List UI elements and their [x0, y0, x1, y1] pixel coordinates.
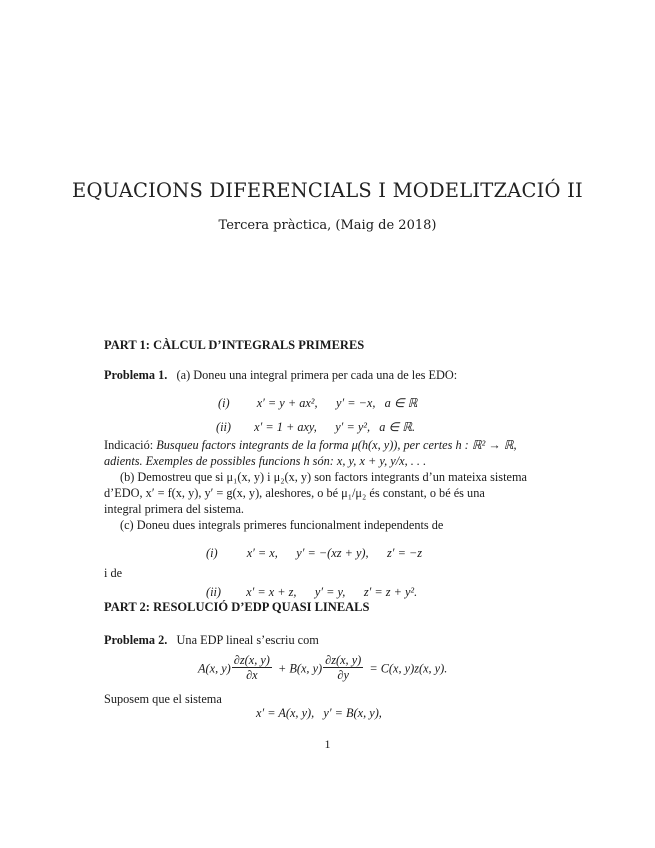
equation-i-label: (i) [218, 396, 230, 410]
c-equation-ii-body: x′ = x + z, y′ = y, z′ = z + y². [246, 585, 418, 599]
pde-rhs: = C(x, y)z(x, y). [369, 661, 448, 676]
c-equation-i-body: x′ = x, y′ = −(xz + y), z′ = −z [246, 546, 423, 560]
system-equation: x′ = A(x, y), y′ = B(x, y), [256, 706, 382, 720]
pde-partial-y-denominator: ∂y [337, 668, 349, 682]
hint-label: Indicació: [104, 438, 154, 452]
equation-i [218, 392, 417, 411]
pde-partial-x-fraction [232, 654, 272, 682]
equation-ii [216, 416, 415, 435]
part2-heading: PART 2: RESOLUCIÓ D’EDP QUASI LINEALS [104, 600, 370, 614]
part-b-line-3: integral primera del sistema. [104, 502, 244, 516]
part-c-line: (c) Doneu dues integrals primeres funcionalment independents de [120, 518, 444, 532]
page-number: 1 [324, 737, 331, 751]
c-equation-ii-label: (ii) [206, 585, 222, 599]
pde-coef-b: + B(x, y) [278, 661, 323, 676]
part-b-line-2: d’EDO, x′ = f(x, y), y′ = g(x, y), aleshores, o bé μ₁/μ₂ és constant, o bé és una [104, 486, 485, 500]
c-equation-ii [206, 581, 417, 600]
hint-line-1 [104, 438, 517, 453]
equation-ii-body: x′ = 1 + axy, y′ = y², a ∈ ℝ. [254, 420, 416, 434]
problem1-line [104, 368, 457, 383]
pde-partial-x-denominator: ∂x [246, 668, 258, 682]
pde-partial-y-numerator: ∂z(x, y) [325, 653, 362, 667]
and-text: i de [104, 566, 123, 580]
suppose-text: Suposem que el sistema [104, 692, 222, 706]
hint-line-2: adients. Exemples de possibles funcions h són: x, y, x + y, y/x, . . . [104, 454, 427, 468]
problem1-label: Problema 1. [104, 368, 168, 382]
document-subtitle: Tercera pràctica, (Maig de 2018) [218, 218, 437, 233]
problem2-intro: Una EDP lineal s’escriu com [176, 633, 319, 647]
equation-i-body: x′ = y + ax², y′ = −x, a ∈ ℝ [256, 396, 418, 410]
document-title: EQUACIONS DIFERENCIALS I MODELITZACIÓ II [72, 179, 583, 202]
hint-text: Busqueu factors integrants de la forma μ(h(x, y)), per certes h : ℝ² → ℝ, [156, 438, 517, 452]
equation-ii-label: (ii) [216, 420, 232, 434]
problem2-label: Problema 2. [104, 633, 168, 647]
c-equation-i [206, 542, 422, 561]
pde-coef-a: A(x, y) [198, 661, 231, 676]
part-b-line-1: (b) Demostreu que si μ₁(x, y) i μ₂(x, y) son factors integrants d’un mateixa sistema [120, 470, 527, 484]
pde-equation [198, 654, 447, 682]
pde-partial-y-fraction [323, 654, 363, 682]
problem1-a-intro: (a) Doneu una integral primera per cada una de les EDO: [176, 368, 458, 382]
problem2-line [104, 633, 319, 648]
part1-heading: PART 1: CÀLCUL D’INTEGRALS PRIMERES [104, 338, 365, 352]
pde-partial-x-numerator: ∂z(x, y) [233, 653, 270, 667]
c-equation-i-label: (i) [206, 546, 218, 560]
